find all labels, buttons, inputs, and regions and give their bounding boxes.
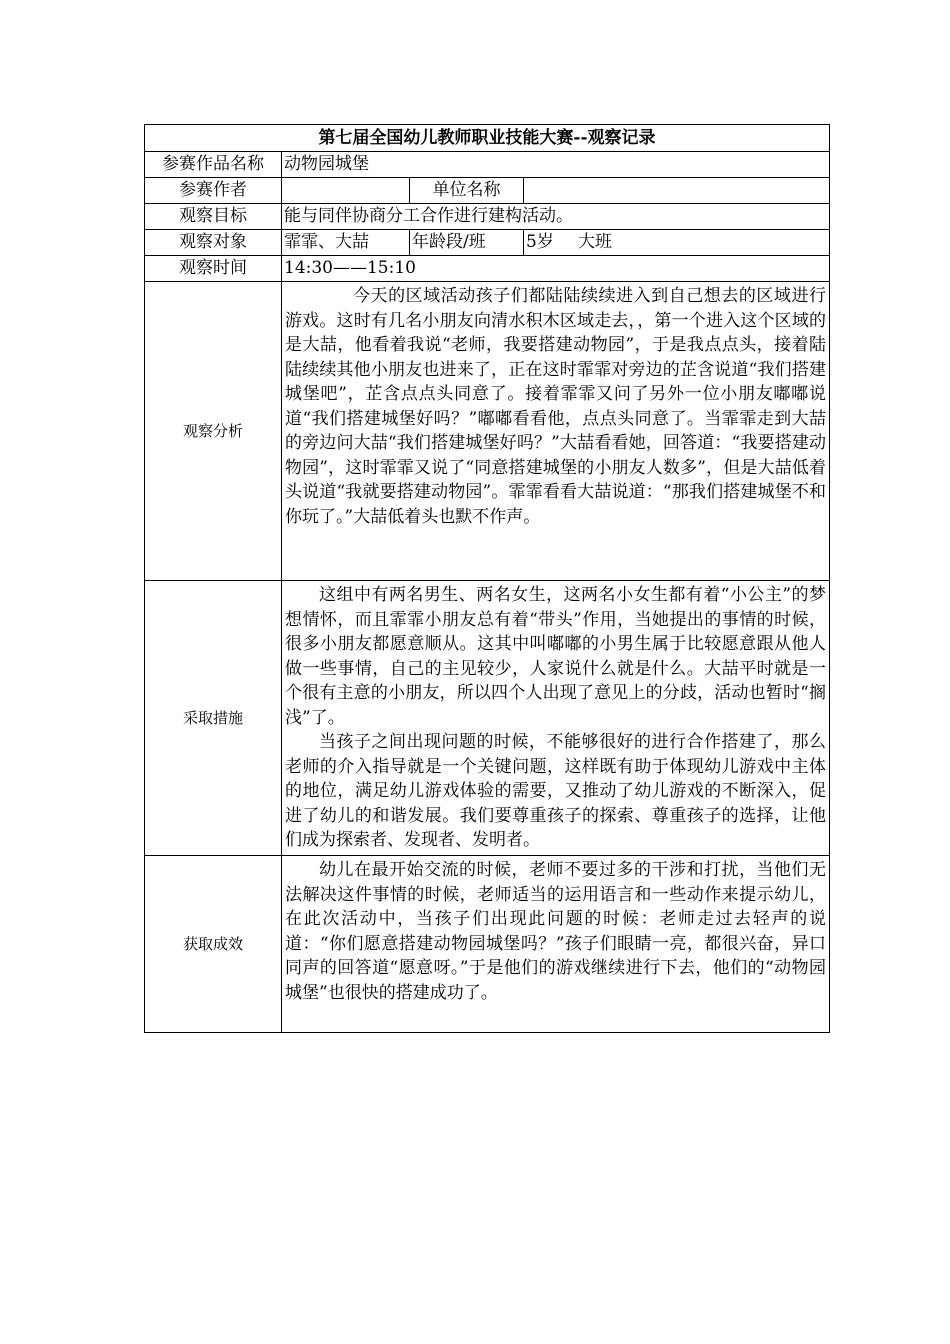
measures-label: 采取措施 xyxy=(145,581,282,856)
age-value-cell xyxy=(524,230,830,256)
time-label: 观察时间 xyxy=(145,256,282,282)
subject-label: 观察对象 xyxy=(145,230,282,256)
analysis-cell xyxy=(282,282,830,581)
record-title: 第七届全国幼儿教师职业技能大赛--观察记录 xyxy=(145,125,830,152)
results-label: 获取成效 xyxy=(145,856,282,1033)
measures-cell xyxy=(282,581,830,856)
unit-label: 单位名称 xyxy=(410,178,524,204)
unit-value xyxy=(524,178,830,204)
author-label: 参赛作者 xyxy=(145,178,282,204)
work-name-value: 动物园城堡 xyxy=(282,152,830,178)
subject-value: 霏霏、大喆 xyxy=(282,230,410,256)
analysis-label: 观察分析 xyxy=(145,282,282,581)
class-value: 大班 xyxy=(578,232,612,252)
goal-label: 观察目标 xyxy=(145,204,282,230)
measures-paragraph-1: 这组中有两名男生、两名女生，这两名小女生都有着“小公主”的梦想情怀，而且霏霏小朋友总有着“带头”作用，当她提出的事情的时候，很多小朋友都愿意顺从。这其中叫嘟嘟的小男生属于比较愿意跟从他人做一些事情，自己的主见较少，人家说什么就是什么。大喆平时就是一个很有主意的小朋友，所以四个人出现了意见上的分歧，活动也暂时“搁浅”了。 xyxy=(285,585,827,728)
analysis-text: 今天的区域活动孩子们都陆陆续续进入到自己想去的区域进行游戏。这时有几名小朋友向清水积木区域走去，，第一个进入这个区域的是大喆，他看着我说“老师，我要搭建动物园”，于是我点点头，接着陆陆续续其他小朋友也进来了，正在这时霏霏对旁边的芷含说道“我们搭建城堡吧”，芷含点点头同意了。接着霏霏又问了另外一位小朋友嘟嘟说道“我们搭建城堡好吗？”嘟嘟看看他，点点头同意了。当霏霏走到大喆的旁边问大喆“我们搭建城堡好吗？”大喆看看她，回答道：“我要搭建动物园”，这时霏霏又说了“同意搭建城堡的小朋友人数多”，但是大喆低着头说道“我就要搭建动物园”。霏霏看看大喆说道：“那我们搭建城堡不和你玩了。”大喆低着头也默不作声。 xyxy=(285,286,827,527)
author-value xyxy=(282,178,410,204)
time-value: 14:30——15:10 xyxy=(282,256,830,282)
observation-record-table xyxy=(144,124,830,1033)
age-label: 年龄段/班 xyxy=(410,230,524,256)
age-value: 5岁 xyxy=(526,232,554,252)
work-name-label: 参赛作品名称 xyxy=(145,152,282,178)
results-cell xyxy=(282,856,830,1033)
results-text: 幼儿在最开始交流的时候，老师不要过多的干涉和打扰，当他们无法解决这件事情的时候，老师适当的运用语言和一些动作来提示幼儿，在此次活动中，当孩子们出现此问题的时候：老师走过去轻声的说道：“你们愿意搭建动物园城堡吗？”孩子们眼睛一亮，都很兴奋，异口同声的回答道“愿意呀。”于是他们的游戏继续进行下去，他们的“动物园城堡”也很快的搭建成功了。 xyxy=(285,860,827,1003)
measures-paragraph-2: 当孩子之间出现问题的时候，不能够很好的进行合作搭建了，那么老师的介入指导就是一个关键问题，这样既有助于体现幼儿游戏中主体的地位，满足幼儿游戏体验的需要，又推动了幼儿游戏的不断深入，促进了幼儿的和谐发展。我们要尊重孩子的探索、尊重孩子的选择，让他们成为探索者、发现者、发明者。 xyxy=(285,732,827,850)
goal-value: 能与同伴协商分工合作进行建构活动。 xyxy=(282,204,830,230)
